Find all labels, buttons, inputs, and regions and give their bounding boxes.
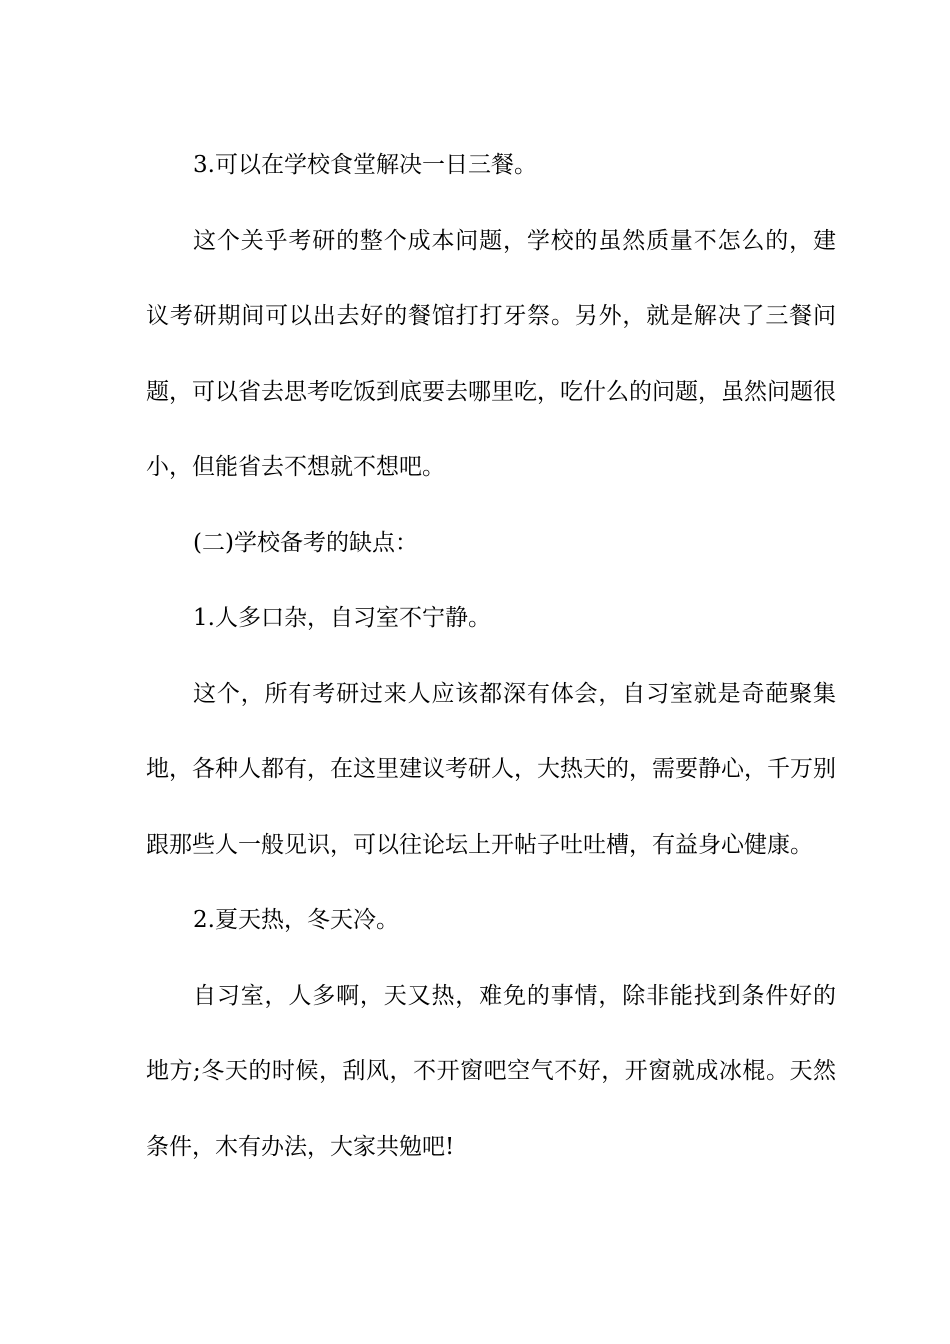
paragraph-item-1-noisy: 1.人多口杂，自习室不宁静。 — [193, 605, 491, 631]
paragraph-cost-explanation: 这个关乎考研的整个成本问题，学校的虽然质量不怎么的，建议考研期间可以出去好的餐馆打打牙祭。另外，就是解决了三餐问题，可以省去思考吃饭到底要去哪里吃，吃什么的问题，虽然问题很小，但能省去不想就不想吧。 — [146, 227, 836, 480]
paragraph-item-2-weather: 2.夏天热，冬天冷。 — [193, 907, 399, 933]
section-heading-disadvantages: (二)学校备考的缺点： — [193, 529, 418, 556]
paragraph-weather-explanation: 自习室，人多啊，天又热，难免的事情，除非能找到条件好的地方;冬天的时候，刮风，不开窗吧空气不好，开窗就成冰棍。天然条件，木有办法，大家共勉吧! — [146, 982, 836, 1160]
paragraph-study-room-explanation: 这个，所有考研过来人应该都深有体会，自习室就是奇葩聚集地，各种人都有，在这里建议考研人，大热天的，需要静心，千万别跟那些人一般见识，可以往论坛上开帖子吐吐槽，有益身心健康。 — [146, 680, 836, 858]
paragraph-item-3-meals: 3.可以在学校食堂解决一日三餐。 — [193, 152, 537, 178]
document-body — [146, 128, 836, 1185]
